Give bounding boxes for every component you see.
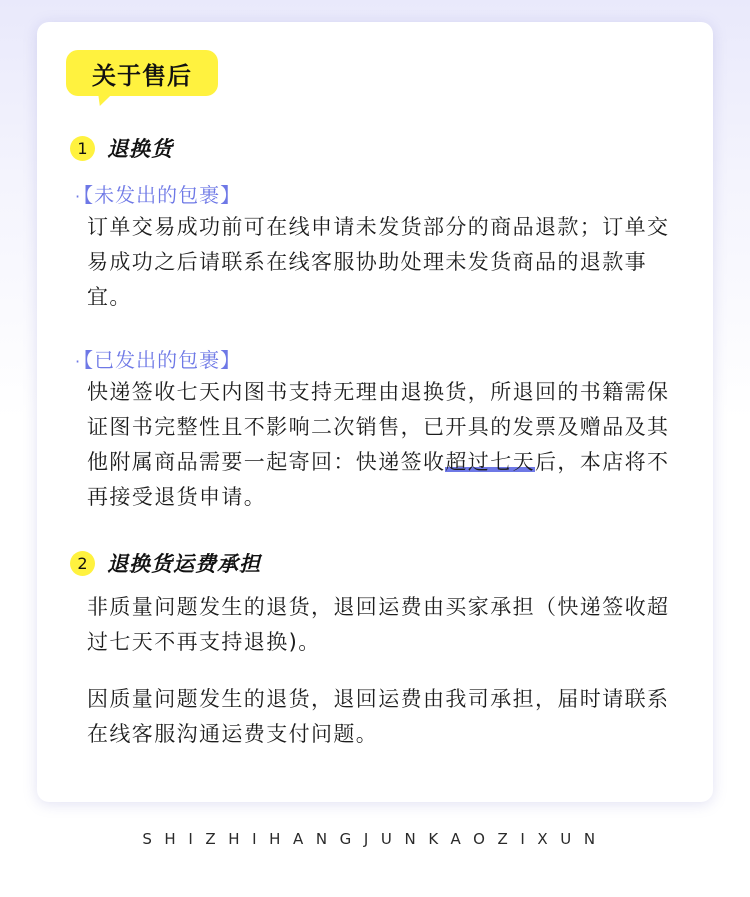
subsection-unshipped-text: 订单交易成功前可在线申请未发货部分的商品退款；订单交易成功之后请联系在线客服协助处理未发货商品的退款事宜。 [87, 215, 670, 309]
subsection-label: 【未发出的包裹】 [83, 183, 242, 207]
section-1-header [70, 133, 173, 163]
subsection-shipped-label [75, 344, 241, 373]
paragraph-text: 快递签收七天内图书支持无理由退换货，所退回的书籍需保证图书完整性且不影响二次销售，已开具的发票及赠品及其他附属商品需要一起寄回：快递签收 [87, 380, 670, 474]
footer-brand-text: SHIZHIHANGJUNKAOZIXUN [142, 830, 608, 848]
subsection-label: 【已发出的包裹】 [83, 348, 242, 372]
section-title: 退换货 [107, 137, 173, 161]
section-2-header [70, 548, 261, 578]
section-number-badge: 1 [70, 136, 95, 161]
bullet-dot: · [75, 352, 82, 371]
paragraph-text: 后，本店将不再接受退货申请。 [87, 450, 670, 509]
shipping-fee-paragraph-1: 非质量问题发生的退货，退回运费由买家承担（快递签收超过七天不再支持退换)。 [87, 595, 670, 654]
title-bubble [66, 50, 218, 96]
page-title: 关于售后 [92, 61, 192, 90]
bullet-dot: · [75, 187, 82, 206]
after-sales-card [37, 22, 713, 802]
highlighted-text: 超过七天 [445, 450, 536, 474]
subsection-unshipped-label [75, 179, 241, 208]
section-title: 退换货运费承担 [107, 552, 261, 576]
subsection-shipped-text [87, 375, 677, 515]
shipping-fee-paragraph-2: 因质量问题发生的退货，退回运费由我司承担，届时请联系在线客服沟通运费支付问题。 [87, 687, 670, 746]
section-number-badge: 2 [70, 551, 95, 576]
